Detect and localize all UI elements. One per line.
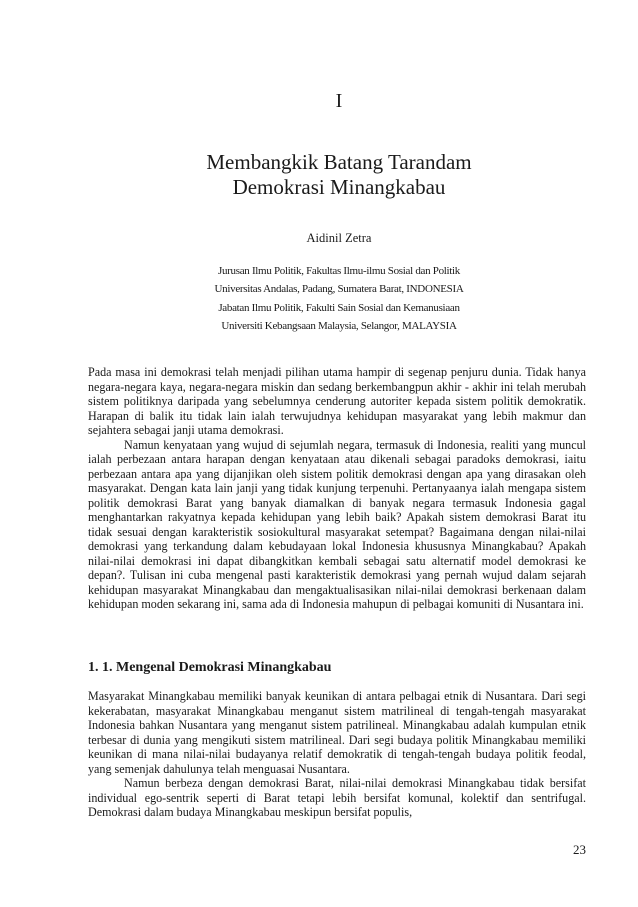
- affiliation-1: [0, 262, 638, 298]
- affiliation-1-line-2: Universitas Andalas, Padang, Sumatera Barat, INDONESIA: [214, 283, 464, 295]
- affiliation-2-line-2: Universiti Kebangsaan Malaysia, Selangor, MALAYSIA: [221, 320, 457, 332]
- author-name: Aidinil Zetra: [306, 231, 372, 245]
- chapter-number: I: [335, 90, 343, 112]
- section-heading: 1. 1. Mengenal Demokrasi Minangkabau: [88, 660, 332, 675]
- section-paragraph-1: Masyarakat Minangkabau memiliki banyak keunikan di antara pelbagai etnik di Nusantara. Dari segi kekerabatan, masyarakat Minangkabau menganut sistem matrilineal di tengah-tengah masyarakat Indonesia bahkan Nusantara yang menganut sistem patrilineal. Minangkabau adalah kumpulan etnik terbesar di dunia yang mengikuti sistem matrilineal. Dari segi budaya politik Minangkabau memiliki keunikan di mana nilai-nilai budayanya relatif demokratik di tengah-tengah budaya politik feodal, yang semenjak dahulunya telah menguasai Nusantara.: [88, 689, 586, 776]
- chapter-title: [0, 150, 638, 200]
- intro-paragraph-1: Pada masa ini demokrasi telah menjadi pilihan utama hampir di segenap penjuru dunia. Tidak hanya negara-negara kaya, negara-negara miskin dan sedang berkembangpun akhir - akhir ini telah merubah sistem politiknya daripada yang sebelumnya cenderung autoriter kepada sistem politik demokratik. Harapan di balik itu tidak lain ialah terwujudnya kehidupan masyarakat yang lebih makmur dan sejahtera sebagai janji utama demokrasi.: [88, 365, 586, 437]
- affiliation-2-line-1: Jabatan Ilmu Politik, Fakulti Sain Sosial dan Kemanusiaan: [218, 302, 460, 314]
- chapter-title-line-1: Membangkik Batang Tarandam: [206, 150, 472, 174]
- section-paragraph-2: Namun berbeza dengan demokrasi Barat, nilai-nilai demokrasi Minangkabau tidak bersifat individual ego-sentrik seperti di Barat tetapi lebih bersifat komunal, kolektif dan sentrifugal. Demokrasi dalam budaya Minangkabau meskipun bersifat populis,: [88, 776, 586, 819]
- affiliation-2: [0, 299, 638, 335]
- chapter-title-line-2: Demokrasi Minangkabau: [232, 175, 446, 199]
- intro-paragraph-2: Namun kenyataan yang wujud di sejumlah negara, termasuk di Indonesia, realiti yang muncul ialah perbezaan antara harapan dengan kenyataan atau dikenali sebagai paradoks demokrasi, iaitu perbezaan antara apa yang dijanjikan oleh sistem politik demokrasi dengan apa yang dirasakan oleh masyarakat. Dengan kata lain janji yang tidak kunjung terpenuhi. Pertanyaanya ialah mengapa sistem politik demokrasi Barat yang banyak diamalkan di banyak negara termasuk Indonesia gagal menghantarkan rakyatnya kepada kehidupan yang lebih baik? Apakah sistem demokrasi Barat itu tidak sesuai dengan karakteristik sosiokultural masyarakat setempat? Bagaimana dengan nilai-nilai demokrasi yang terkandung dalam kebudayaan lokal Indonesia khususnya Minangkabau? Apakah nilai-nilai demokrasi ini dapat dibangkitkan kembali sebagai satu alternatif model demokrasi ke depan?. Tulisan ini cuba mengenal pasti karakteristik demokrasi yang pernah wujud dalam sejarah kehidupan masyarakat Minangkabau dan mengaktualisasikan nilai-nilai demokrasi berkenaan dalam kehidupan moden sekarang ini, sama ada di Indonesia mahupun di pelbagai komuniti di Nusantara ini.: [88, 437, 586, 611]
- affiliation-1-line-1: Jurusan Ilmu Politik, Fakultas Ilmu-ilmu Sosial dan Politik: [217, 265, 461, 277]
- section-text: [88, 689, 586, 820]
- page-number: 23: [573, 842, 586, 857]
- intro-text: [88, 365, 586, 612]
